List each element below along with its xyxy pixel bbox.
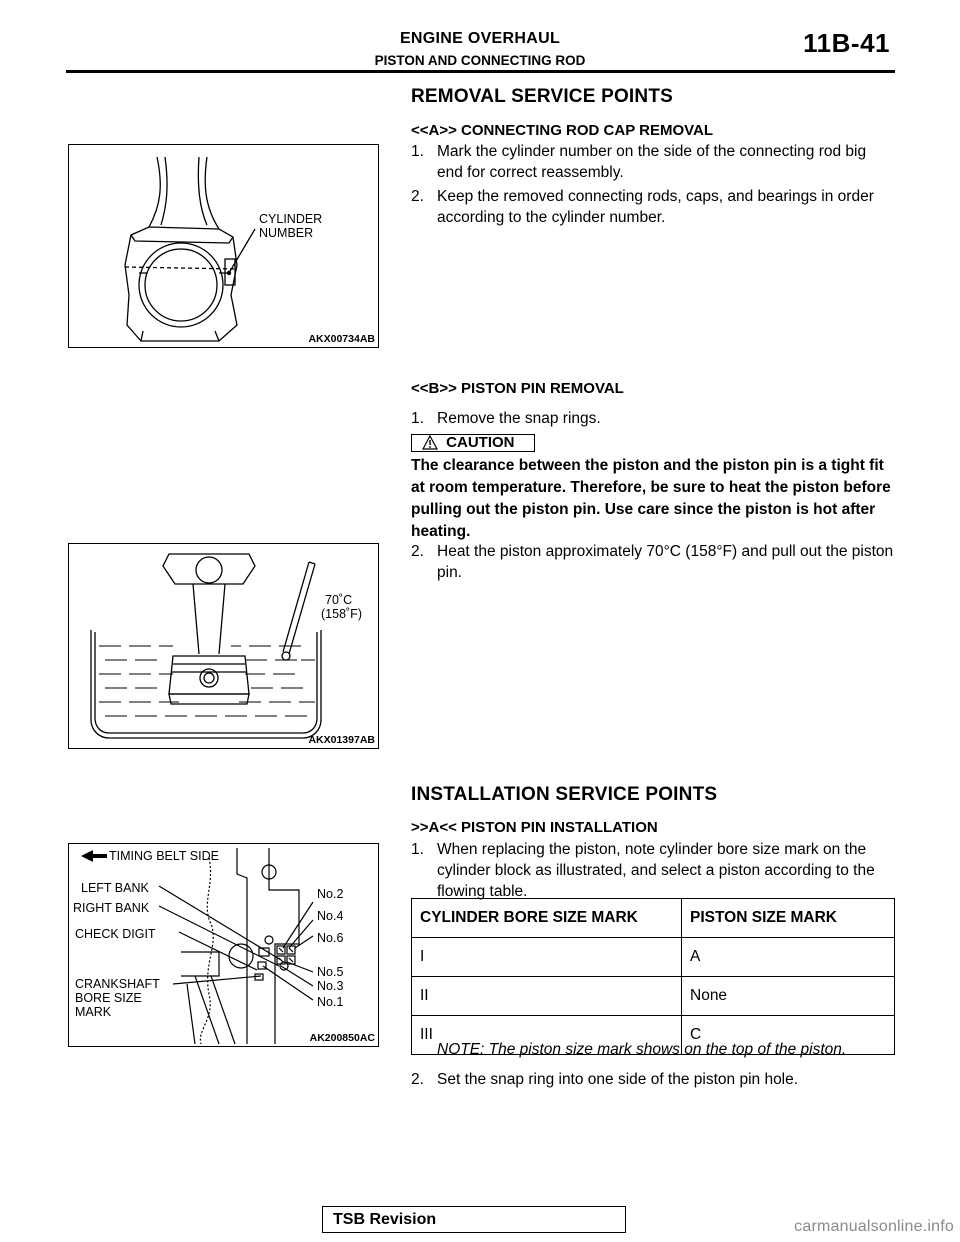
piston-size-note: NOTE: The piston size mark shows on the top of the piston.: [437, 1041, 847, 1058]
pin-step-2: [411, 541, 895, 583]
step-text: Keep the removed connecting rods, caps, and bearings in order according to the cylinder number.: [437, 188, 874, 226]
header-title: ENGINE OVERHAUL: [399, 30, 561, 47]
piston-mark-cell: C: [682, 1016, 895, 1055]
piston-mark-cell: None: [682, 977, 895, 1016]
watermark: carmanualsonline.info: [794, 1218, 954, 1235]
cap-step-2: [411, 186, 895, 228]
timing-belt-side-label: TIMING BELT SIDE: [109, 849, 219, 863]
pin-installation-title: >>A<< PISTON PIN INSTALLATION: [411, 819, 658, 836]
header-divider: [66, 70, 895, 73]
step-text: Remove the snap rings.: [437, 410, 601, 427]
table-header-row: [412, 899, 895, 938]
bore-mark-cell: III: [412, 1016, 682, 1055]
column-header: PISTON SIZE MARK: [682, 899, 895, 938]
table-row: [412, 977, 895, 1016]
removal-heading: REMOVAL SERVICE POINTS: [411, 86, 674, 107]
connecting-rod-illustration: [69, 145, 378, 347]
bore-mark-cell: II: [412, 977, 682, 1016]
pin-removal-title: <<B>> PISTON PIN REMOVAL: [411, 380, 624, 397]
table-row: [412, 938, 895, 977]
step-number: 2.: [411, 543, 424, 560]
step-number: 1.: [411, 841, 424, 858]
piston-mark-cell: A: [682, 938, 895, 977]
bore-mark-cell: I: [412, 938, 682, 977]
header-subtitle: PISTON AND CONNECTING ROD: [374, 53, 586, 68]
cylinder-no5-label: No.5: [317, 965, 344, 979]
figure-connecting-rod-mark: [68, 144, 379, 348]
caution-label: CAUTION: [446, 434, 515, 451]
caution-text: The clearance between the piston and the piston pin is a tight fit at room temperature. Therefore, be sure to heat the piston before pulling out the piston pin. Use care since the piston is hot after heating.: [411, 457, 891, 540]
piston-in-water-illustration: [69, 544, 378, 748]
crankshaft-mark-label-line3: MARK: [75, 1005, 112, 1019]
temp-fahrenheit-label: (158˚F): [321, 607, 362, 621]
tsb-revision-box: TSB Revision: [322, 1206, 626, 1233]
crankshaft-mark-label-line1: CRANKSHAFT: [75, 977, 160, 991]
pin-step-1: [411, 408, 895, 429]
piston-size-table: [411, 898, 895, 1055]
step-number: 2.: [411, 1071, 424, 1088]
crankshaft-mark-label-line2: BORE SIZE: [75, 991, 142, 1005]
cylinder-no6-label: No.6: [317, 931, 344, 945]
step-text: Mark the cylinder number on the side of the connecting rod big end for correct reassembly.: [437, 143, 867, 181]
check-digit-label: CHECK DIGIT: [75, 927, 156, 941]
arrow-left-icon: [81, 850, 107, 862]
cylinder-number-label-line2: NUMBER: [259, 226, 314, 240]
step-number: 2.: [411, 188, 424, 205]
cylinder-block-illustration: [69, 844, 378, 1046]
page-number: 11B-41: [803, 28, 890, 58]
step-number: 1.: [411, 143, 424, 160]
column-header: CYLINDER BORE SIZE MARK: [412, 899, 682, 938]
caution-badge: [411, 434, 535, 452]
warning-icon: [422, 435, 438, 454]
figure-bore-size-marks: [68, 843, 379, 1047]
figure-heated-piston: [68, 543, 379, 749]
install-step-2: [411, 1069, 895, 1090]
step-text: When replacing the piston, note cylinder bore size mark on the cylinder block as illustrated, and select a piston according to the flowing table.: [437, 841, 875, 900]
step-number: 1.: [411, 410, 424, 427]
cylinder-no1-label: No.1: [317, 995, 344, 1009]
figure-code: AK200850AC: [309, 1032, 375, 1044]
install-step-1: [411, 839, 895, 902]
cylinder-number-label-line1: CYLINDER: [259, 212, 323, 226]
step-text: Set the snap ring into one side of the piston pin hole.: [437, 1071, 799, 1088]
cap-removal-title: <<A>> CONNECTING ROD CAP REMOVAL: [411, 122, 713, 139]
step-text: Heat the piston approximately 70°C (158°F) and pull out the piston pin.: [437, 543, 894, 581]
temp-celsius-label: 70˚C: [325, 593, 353, 607]
cylinder-no4-label: No.4: [317, 909, 344, 923]
figure-code: AKX01397AB: [308, 734, 375, 746]
left-bank-label: LEFT BANK: [81, 881, 149, 895]
cylinder-no3-label: No.3: [317, 979, 344, 993]
installation-heading: INSTALLATION SERVICE POINTS: [411, 784, 718, 805]
right-bank-label: RIGHT BANK: [73, 901, 150, 915]
cap-step-1: [411, 141, 895, 183]
figure-code: AKX00734AB: [308, 333, 375, 345]
cylinder-no2-label: No.2: [317, 887, 344, 901]
